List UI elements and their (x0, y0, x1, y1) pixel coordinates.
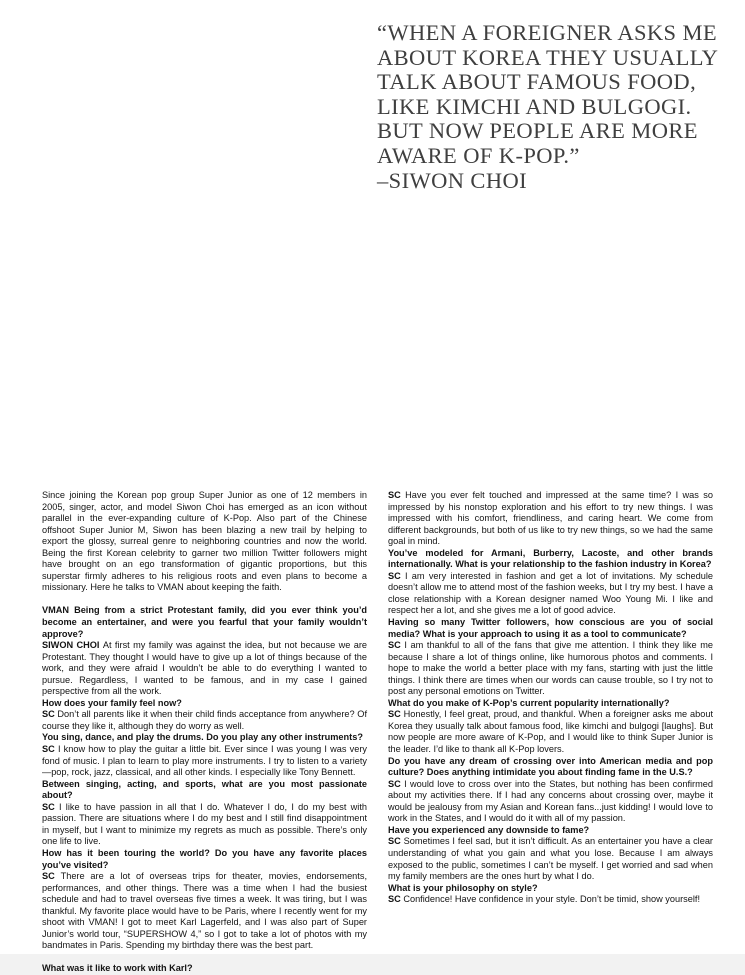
article-column-left (42, 490, 367, 975)
speaker-label: SC (388, 570, 406, 581)
speaker-label: SC (388, 778, 405, 789)
pull-quote-line: AWARE OF K-POP.” (377, 142, 580, 168)
pull-quote-text (377, 21, 737, 169)
answer-paragraph: SC I would love to cross over into the States, but nothing has been confirmed about my activities there. If I had any concerns about crossing over, maybe it would be jealousy from my Asian and Korean fans...just kidding! I would love to work in the States, and I would do it with all of my passion. (388, 778, 713, 824)
answer-paragraph: SIWON CHOI At first my family was against the idea, but not because we are Protestant. They thought I would have to give up a lot of things because of the work, and they were afraid I wouldn’t be able to do everything I wanted to pursue. Regardless, I wanted to be famous, and in my case I gained perspective from all the work. (42, 640, 368, 697)
answer-paragraph: SC Don’t all parents like it when their child finds acceptance from anywhere? Of course they like it, although they do worry as well. (42, 709, 367, 731)
answer-paragraph: SC I am very interested in fashion and get a lot of invitations. My schedule doesn’t allow me to attend most of the fashion weeks, but I try my best. I have a close relationship with a Korean designer named Woo Young Mi. I like and respect her a lot, and she gives me a lot of good advice. (388, 570, 713, 616)
pull-quote-line: ABOUT KOREA THEY USUALLY (377, 44, 719, 70)
question-paragraph: Do you have any dream of crossing over into American media and pop culture? Does anything intimidate you about finding fame in the U.S.? (388, 755, 713, 778)
speaker-label: SIWON CHOI (42, 640, 103, 651)
speaker-label: SC (388, 490, 406, 500)
article-columns (42, 490, 713, 975)
speaker-label: SC (388, 709, 404, 720)
answer-paragraph: SC I am thankful to all of the fans that give me attention. I think they like me because I share a lot of things online, like humorous photos and comments. I hope to make the world a better place with my fans, starting with just the little things. I think there are times when our words can cause trouble, so I try not to post any personal emotions on Twitter. (388, 640, 713, 697)
speaker-label: SC (388, 894, 404, 905)
question-paragraph: You sing, dance, and play the drums. Do you play any other instruments? (42, 732, 363, 743)
question-paragraph: You’ve modeled for Armani, Burberry, Lacoste, and other brands internationally. What is your relationship to the fashion industry in Korea? (388, 547, 713, 570)
answer-paragraph: SC I like to have passion in all that I do. Whatever I do, I do my best with passion. There are situations where I do my best and I still find disappointment in myself, but I want to minimize my regrets as much as possible. There’s only one life to live. (42, 801, 367, 847)
pull-quote-line: BUT NOW PEOPLE ARE MORE (377, 118, 698, 144)
speaker-label: VMAN (42, 605, 75, 616)
speaker-label: SC (42, 801, 60, 812)
answer-paragraph: SC Have you ever felt touched and impressed at the same time? I was so impressed by his nonstop exploration and his effort to try new things. I was impressed with his comfort, friendliness, and caring heart. We come from different backgrounds, but both of us like to try new things, so we had the same goal in mind. (388, 490, 713, 547)
answer-paragraph: SC Sometimes I feel sad, but it isn’t difficult. As an entertainer you have a clear understanding of what you gain and what you lose. Because I am always exposed to the public, sometimes I can’t be myself. I get worried and sad when my family members are the ones hurt by what I do. (388, 836, 713, 882)
pull-quote (377, 21, 737, 193)
question-paragraph: What was it like to work with Karl? (42, 963, 193, 974)
pull-quote-line: LIKE KIMCHI AND BULGOGI. (377, 93, 692, 119)
speaker-label: SC (388, 640, 405, 651)
question-paragraph: Have you experienced any downside to fame? (388, 824, 590, 835)
speaker-label: SC (388, 836, 404, 847)
speaker-label: SC (42, 709, 58, 720)
answer-paragraph: SC Honestly, I feel great, proud, and thankful. When a foreigner asks me about Korea they usually talk about famous food, like kimchi and bulgogi [laughs]. But now people are more aware of K-Pop, and I would like to think Super Junior is the leader. I’d like to thank all K-Pop lovers. (388, 709, 714, 755)
question-paragraph: Having so many Twitter followers, how conscious are you of social media? What is your approach to using it as a tool to communicate? (388, 617, 713, 639)
answer-paragraph: SC Confidence! Have confidence in your style. Don’t be timid, show yourself! (388, 894, 701, 905)
question-paragraph: How does your family feel now? (42, 697, 182, 708)
article-column-right (388, 490, 713, 975)
intro-paragraph: Since joining the Korean pop group Super Junior as one of 12 members in 2005, singer, actor, and model Siwon Choi has emerged as an icon without parallel in the ever-expanding culture of K-Pop. Also part of the Chinese offshoot Super Junior M, Siwon has been blazing a new trail by helping to export the glossy, surreal genre to neighboring countries and now the world. Being the first Korean celebrity to garner two million Twitter followers might have brought on an ego transformation of gigantic proportions, but this superstar firmly adheres to his religious roots and even plans to become a missionary. Here he talks to VMAN about keeping the faith. (42, 490, 367, 593)
question-paragraph: How has it been touring the world? Do you have any favorite places you’ve visited? (42, 847, 367, 870)
pull-quote-attribution: –SIWON CHOI (377, 167, 528, 193)
question-paragraph: VMAN Being from a strict Protestant family, did you ever think you’d become an entertainer, and were you fearful that your family wouldn’t approve? (42, 605, 367, 639)
pull-quote-line: “WHEN A FOREIGNER ASKS ME (377, 20, 718, 45)
pull-quote-line: TALK ABOUT FAMOUS FOOD, (377, 69, 697, 95)
question-paragraph: What is your philosophy on style? (388, 882, 538, 893)
answer-paragraph: SC I know how to play the guitar a little bit. Ever since I was young I was very fond of music. I plan to learn to play more instruments. I try to listen to a variety—pop, rock, jazz, classical, and all other kinds. I especially like Tony Bennett. (42, 744, 368, 778)
answer-paragraph: SC There are a lot of overseas trips for theater, movies, endorsements, performances, and other things. There was a time when I had the busiest schedule and had to travel overseas five times a week. It was tiring, but I was thankful. My favorite place would have to be Paris, where I recently went for my shoot with VMAN! I got to meet Karl Lagerfeld, and I was also part of Super Junior’s world tour, “SUPERSHOW 4,” so I got to take a lot of photos with my bandmates in Paris. Spending my birthday there was the best part. (42, 871, 367, 951)
speaker-label: SC (42, 871, 61, 882)
question-paragraph: Between singing, acting, and sports, what are you most passionate about? (42, 778, 367, 801)
question-paragraph: What do you make of K-Pop’s current popularity internationally? (388, 697, 670, 708)
speaker-label: SC (42, 744, 58, 755)
